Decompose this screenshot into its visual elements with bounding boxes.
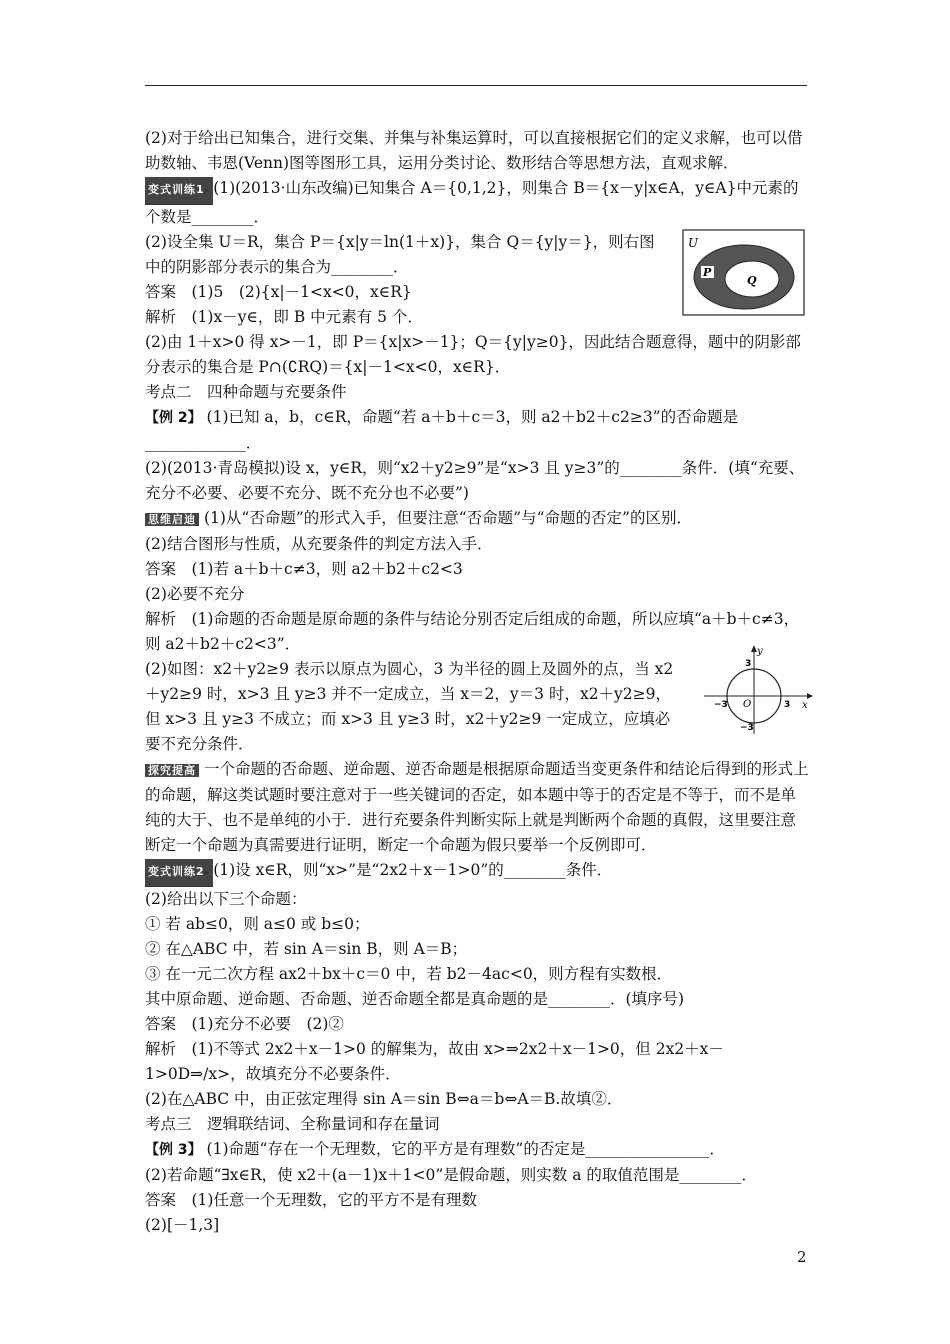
section-heading: 考点三 逻辑联结词、全称量词和存在量词 xyxy=(145,1115,440,1133)
variant-training-label: 变式训练1 ▸ xyxy=(145,177,213,205)
tick-x-3: 3 xyxy=(784,700,791,710)
example-text: (1)已知 a，b，c∈R，命题“若 a＋b＋c＝3，则 a2＋b2＋c2≥3”的否命题是_____________． xyxy=(145,408,739,452)
venn-label-p: P xyxy=(703,266,712,279)
paragraph: (2)给出以下三个命题： xyxy=(145,890,307,908)
variant-training-label: 变式训练2 ▸ xyxy=(145,859,213,887)
venn-label-u: U xyxy=(688,236,699,250)
paragraph xyxy=(145,506,810,532)
variant-training-text: (1)(2013·山东改编)已知集合 A＝{0,1,2}，则集合 B＝{x－y|x∈A，y∈A}中元素的个数是________． xyxy=(145,179,799,226)
list-item: ③ 在一元二次方程 ax2＋bx＋c＝0 中，若 b2－4ac<0，则方程有实数根． xyxy=(145,965,673,983)
answer-line: 答案 (1)充分不必要 (2)② xyxy=(145,1015,344,1033)
paragraph: (2)如图：x2＋y2≥9 表示以原点为圆心，3 为半径的圆上及圆外的点，当 x2＋y2≥9 时，x>3 且 y≥3 并不一定成立，当 x＝2，y＝3 时，x2＋y2≥9，但 x>3 且 y≥3 不成立；而 x>3 且 y≥3 时，x2＋y2≥9 一定成立，应填必要不充分条件． xyxy=(145,660,674,753)
explore-text: 一个命题的否命题、逆命题、逆否命题是根据原命题适当变更条件和结论后得到的形式上的命题，解这类试题时要注意对于一些关键词的否定，如本题中等于的否定是不等于，而不是单纯的大于、也不是单纯的小于．进行充要条件判断实际上就是判断两个命题的真假，这里要注意断定一个命题为真需要进行证明，断定一个命题为假只要举一个反例即可． xyxy=(145,760,809,854)
venn-diagram xyxy=(682,229,805,316)
paragraph: (2)在△ABC 中，由正弦定理得 sin A＝sin B⇔a＝b⇔A＝B.故填②． xyxy=(145,1090,623,1108)
paragraph: (2)(2013·青岛模拟)设 x，y∈R，则“x2＋y2≥9”是“x>3 且 y≥3”的________条件．(填“充要、充分不必要、必要不充分、既不充分也不必要”) xyxy=(145,459,805,502)
answer-line: (2)必要不充分 xyxy=(145,585,245,603)
thinking-text: (1)从“否命题”的形式入手，但要注意“否命题”与“命题的否定”的区别． xyxy=(203,509,692,527)
analysis-line: 解析 (1)x－y∈，即 B 中元素有 5 个． xyxy=(145,308,423,326)
x-axis-arrow xyxy=(807,693,813,699)
paragraph xyxy=(145,176,810,230)
paragraph: (2)设全集 U＝R，集合 P＝{x|y＝ln(1＋x)}，集合 Q＝{y|y＝}，则右图中的阴影部分表示的集合为________． xyxy=(145,233,655,276)
answer-line: 答案 (1)5 (2){x|－1<x<0，x∈R} xyxy=(145,283,412,301)
answer-line: 答案 (1)若 a＋b＋c≠3，则 a2＋b2＋c2<3 xyxy=(145,560,463,578)
tick-y-3: 3 xyxy=(745,659,752,669)
example-text: (1)命题“存在一个无理数，它的平方是有理数”的否定是________________． xyxy=(201,1140,725,1158)
explore-label: 探究提高 xyxy=(145,764,199,777)
paragraph xyxy=(145,757,810,858)
variant-training-text: (1)设 x∈R，则“x>”是“2x2＋x－1>0”的________条件． xyxy=(213,861,613,879)
x-axis-label: x xyxy=(802,700,808,711)
page-number: 2 xyxy=(797,1248,807,1266)
header-rule xyxy=(145,85,807,86)
paragraph: (2)结合图形与性质，从充要条件的判定方法入手． xyxy=(145,535,493,553)
paragraph: (2)若命题“∃x∈R，使 x2＋(a－1)x＋1<0”是假命题，则实数 a 的取值范围是________． xyxy=(145,1166,757,1184)
list-item: ② 在△ABC 中，若 sin A＝sin B，则 A＝B； xyxy=(145,940,468,958)
venn-label-q: Q xyxy=(747,274,757,287)
answer-line: 答案 (1)任意一个无理数，它的平方不是有理数 xyxy=(145,1191,477,1209)
paragraph: 其中原命题、逆命题、否命题、逆否命题全都是真命题的是________．(填序号) xyxy=(145,990,685,1008)
list-item: ① 若 ab≤0，则 a≤0 或 b≤0； xyxy=(145,915,370,933)
example-tag: 【例 3】 xyxy=(145,1142,202,1158)
circle-graph xyxy=(702,644,814,738)
origin-label: O xyxy=(743,699,752,710)
analysis-line: 解析 (1)不等式 2x2＋x－1>0 的解集为，故由 x>⇒2x2＋x－1>0，但 2x2＋x－1>0D⇒/x>，故填充分不必要条件． xyxy=(145,1040,724,1083)
analysis-line: 解析 (1)命题的否命题是原命题的条件与结论分别否定后组成的命题，所以应填“a＋b＋c≠3，则 a2＋b2＋c2<3”． xyxy=(145,610,800,653)
y-axis-label: y xyxy=(757,646,763,657)
paragraph: (2)由 1＋x>0 得 x>－1，即 P＝{x|x>－1}；Q＝{y|y≥0}，因此结合题意得，题中的阴影部分表示的集合是 P∩(∁RQ)＝{x|－1<x<0，x∈R}． xyxy=(145,333,801,376)
tick-y-minus3: −3 xyxy=(740,723,754,733)
paragraph: (2)对于给出已知集合，进行交集、并集与补集运算时，可以直接根据它们的定义求解，也可以借助数轴、韦恩(Venn)图等图形工具，运用分类讨论、数形结合等思想方法，直观求解． xyxy=(145,129,803,172)
tick-x-minus3: −3 xyxy=(714,700,728,710)
answer-line: (2)[－1,3] xyxy=(145,1216,220,1234)
example-2 xyxy=(145,405,810,456)
thinking-label: 思维启迪 xyxy=(145,513,199,526)
section-heading: 考点二 四种命题与充要条件 xyxy=(145,383,347,401)
paragraph xyxy=(145,858,810,887)
example-3 xyxy=(145,1137,810,1163)
example-tag: 【例 2】 xyxy=(145,410,202,426)
